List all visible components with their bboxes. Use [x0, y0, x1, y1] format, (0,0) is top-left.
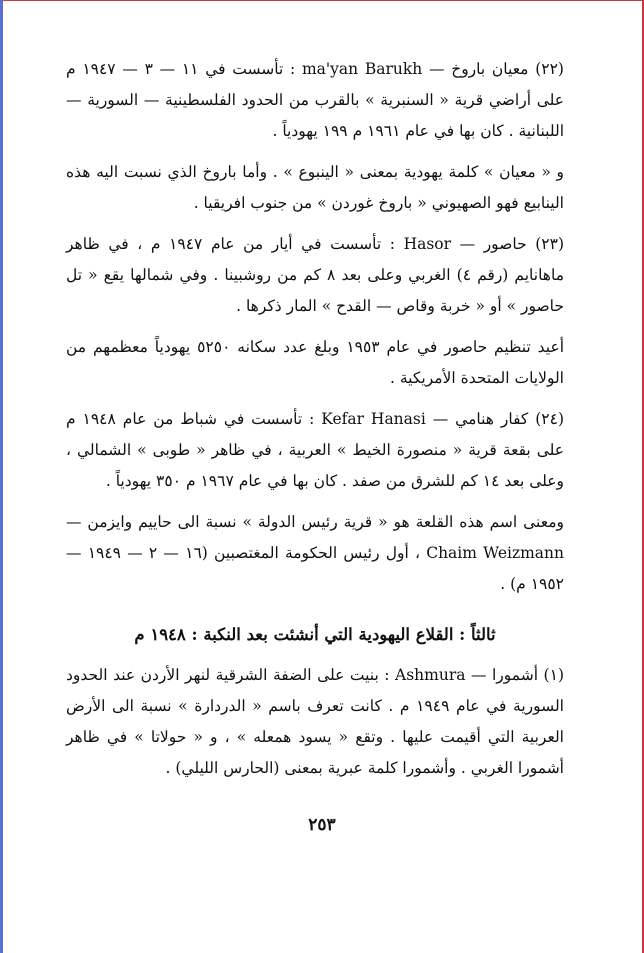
- entry-paragraph: و « معيان » كلمة يهودية بمعنى « الينبوع » . وأما باروخ الذي نسبت اليه هذه الينابيع فهو الصهيوني « باروخ غوردن » من جنوب افريقيا .: [66, 163, 564, 212]
- entry-paragraph: (٢٤) كفار هنامي — Kefar Hanasi : تأسست في شباط من عام ١٩٤٨ م على بقعة قرية « منصورة الخيط » العربية ، في ظاهر « طوبى » الشمالي ، وعلى بعد ١٤ كم للشرق من صفد . كان بها في عام ١٩٦٧ م ٣٥٠ يهودياً .: [66, 410, 564, 490]
- document-page: [66, 54, 564, 794]
- entry-23: [66, 229, 564, 394]
- section-entry-1: [66, 660, 564, 784]
- entry-paragraph: (١) أشمورا — Ashmura : بنيت على الضفة الشرقية لنهر الأردن عند الحدود السورية في عام ١٩٤٩ م . كانت تعرف باسم « الدردارة » نسبة الى الأرض العربية التي أقيمت عليها . وتقع « يسود همعله » ، و « حولاتا » في ظاهر أشمورا الغربي . وأشمورا كلمة عبرية بمعنى (الحارس الليلي) .: [66, 666, 564, 777]
- page-number: ٢٥٣: [308, 815, 336, 835]
- section-title: ثالثاً : القلاع اليهودية التي أنشئت بعد النكبة : ١٩٤٨ م: [134, 625, 496, 644]
- entry-24: [66, 404, 564, 600]
- entry-paragraph: (٢٢) معيان باروخ — ma'yan Barukh : تأسست في ١١ — ٣ — ١٩٤٧ م على أراضي قرية « السنبرية » بالقرب من الحدود الفلسطينية — السورية — اللبنانية . كان بها في عام ١٩٦١ م ١٩٩ يهودياً .: [66, 60, 564, 140]
- entry-22: [66, 54, 564, 219]
- window-top-border: [0, 0, 644, 1]
- entry-paragraph: أعيد تنظيم حاصور في عام ١٩٥٣ وبلغ عدد سكانه ٥٢٥٠ يهودياً معظمهم من الولايات المتحدة الأمريكية .: [66, 338, 564, 387]
- window-left-border: [0, 0, 3, 953]
- entry-paragraph: (٢٣) حاصور — Hasor : تأسست في أيار من عام ١٩٤٧ م ، في ظاهر ماهانايم (رقم ٤) الغربي وعلى بعد ٨ كم من روشبينا . وفي شمالها يقع « تل حاصور » أو « خربة وقاص — القدح » المار ذكرها .: [66, 235, 565, 315]
- entry-paragraph: ومعنى اسم هذه القلعة هو « قرية رئيس الدولة » نسبة الى حاييم وايزمن — Chaim Weizmann ، أول رئيس الحكومة المغتصبين (١٦ — ٢ — ١٩٤٩ — ١٩٥٢ م) .: [66, 513, 565, 593]
